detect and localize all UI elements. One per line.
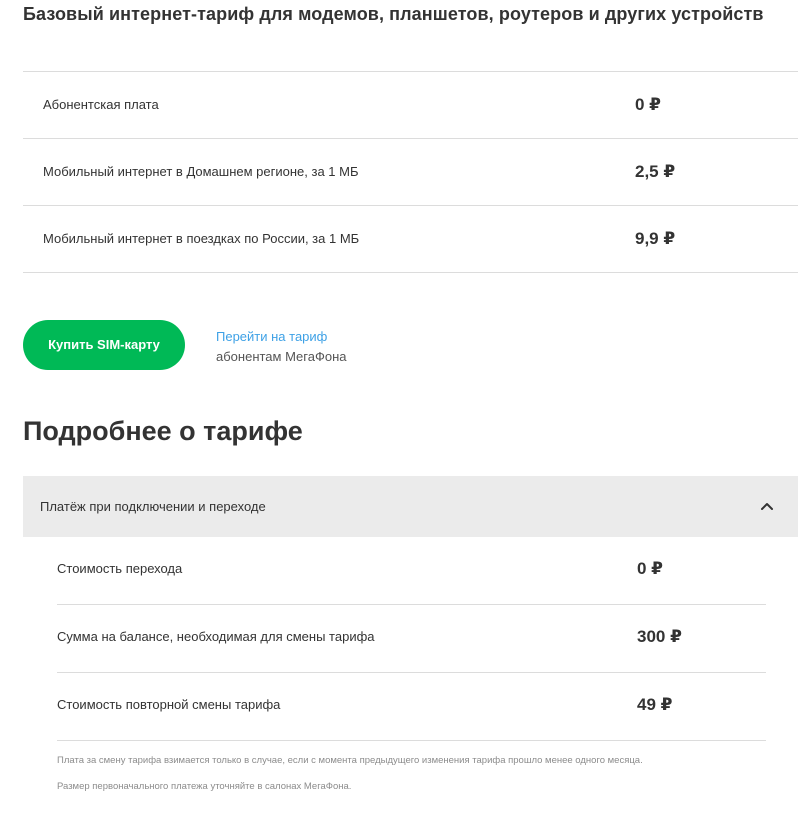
accordion-header-connection-fee[interactable] (23, 476, 798, 537)
buy-sim-button[interactable]: Купить SIM-карту (23, 320, 185, 370)
fee-row-label: Стоимость перехода (57, 561, 183, 576)
fee-row-price: 300 ₽ (637, 627, 682, 646)
fee-row-label: Стоимость повторной смены тарифа (57, 697, 281, 712)
footnote: Размер первоначального платежа уточняйте в салонах МегаФона. (57, 781, 352, 792)
footnote: Плата за смену тарифа взимается только в случае, если с момента предыдущего изменения тарифа прошло менее одного месяца. (57, 755, 643, 766)
details-section-title: Подробнее о тарифе (23, 416, 303, 446)
tariff-row-price: 9,9 ₽ (635, 229, 676, 248)
tariff-row-label: Мобильный интернет в Домашнем регионе, за 1 МБ (43, 164, 359, 179)
tariff-row-price: 0 ₽ (635, 95, 662, 114)
fee-row-price: 0 ₽ (637, 559, 664, 578)
tariff-table (23, 71, 798, 273)
page-title: Базовый интернет-тариф для модемов, планшетов, роутеров и других устройств (23, 4, 764, 24)
fee-row (57, 605, 766, 673)
tariff-row (23, 206, 798, 273)
accordion-title: Платёж при подключении и переходе (40, 499, 266, 514)
fee-row-price: 49 ₽ (637, 695, 673, 714)
tariff-row (23, 139, 798, 206)
chevron-up-icon[interactable] (759, 498, 775, 514)
switch-tariff-link[interactable]: Перейти на тариф (216, 329, 328, 344)
accordion-body (57, 537, 766, 741)
fee-row (57, 673, 766, 741)
switch-tariff-subtitle: абонентам МегаФона (216, 349, 347, 364)
fee-row (57, 537, 766, 605)
switch-tariff-block (216, 327, 347, 367)
tariff-row-price: 2,5 ₽ (635, 162, 676, 181)
tariff-row-label: Мобильный интернет в поездках по России, за 1 МБ (43, 231, 360, 246)
tariff-row-label: Абонентская плата (43, 97, 159, 112)
fee-row-label: Сумма на балансе, необходимая для смены тарифа (57, 629, 375, 644)
tariff-row (23, 72, 798, 139)
footnotes (57, 754, 777, 806)
